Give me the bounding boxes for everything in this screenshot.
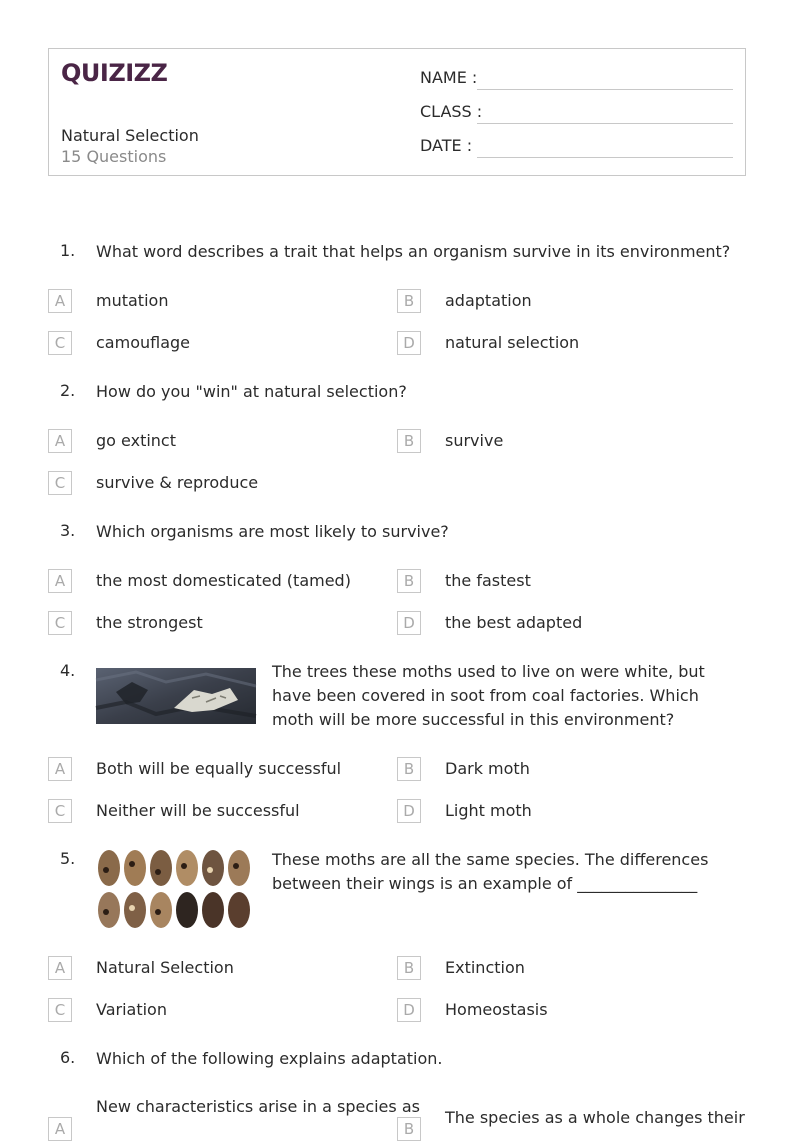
option-text: adaptation bbox=[445, 291, 532, 310]
option-letter-box: A bbox=[48, 429, 72, 453]
name-line bbox=[477, 89, 733, 90]
option-text: New characteristics arise in a species as bbox=[96, 1097, 420, 1116]
question-text: Which organisms are most likely to survive? bbox=[96, 522, 449, 541]
option-text: Homeostasis bbox=[445, 1000, 548, 1019]
option-letter-box: D bbox=[397, 998, 421, 1022]
option-letter-box: C bbox=[48, 471, 72, 495]
option-letter-box: D bbox=[397, 799, 421, 823]
option-text: Extinction bbox=[445, 958, 525, 977]
option-letter-box: D bbox=[397, 611, 421, 635]
option-text: natural selection bbox=[445, 333, 580, 352]
option-letter-box: B bbox=[397, 1117, 421, 1141]
question-number: 3. bbox=[60, 521, 76, 540]
option-letter-box: B bbox=[397, 569, 421, 593]
option-text: the most domesticated (tamed) bbox=[96, 571, 351, 590]
option-letter-box: A bbox=[48, 757, 72, 781]
option-letter-box: B bbox=[397, 956, 421, 980]
name-label: NAME : bbox=[420, 68, 478, 87]
quizizz-logo: QUIZIZZ bbox=[61, 59, 168, 87]
option-text: The species as a whole changes their bbox=[445, 1108, 745, 1127]
question-text: What word describes a trait that helps an organism survive in its environment? bbox=[96, 242, 731, 261]
option-text: the best adapted bbox=[445, 613, 583, 632]
option-text: Both will be equally successful bbox=[96, 759, 342, 778]
option-text: the fastest bbox=[445, 571, 531, 590]
option-text: Dark moth bbox=[445, 759, 530, 778]
option-letter-box: D bbox=[397, 331, 421, 355]
question-count: 15 Questions bbox=[61, 147, 167, 166]
option-text: the strongest bbox=[96, 613, 203, 632]
option-text: mutation bbox=[96, 291, 169, 310]
option-letter-box: C bbox=[48, 799, 72, 823]
question-number: 1. bbox=[60, 241, 76, 260]
class-line bbox=[477, 123, 733, 124]
option-letter-box: A bbox=[48, 569, 72, 593]
peppered-moths-image bbox=[96, 668, 256, 724]
date-label: DATE : bbox=[420, 136, 473, 155]
option-letter-box: C bbox=[48, 331, 72, 355]
option-text: Natural Selection bbox=[96, 958, 234, 977]
option-letter-box: C bbox=[48, 611, 72, 635]
question-number: 6. bbox=[60, 1048, 76, 1067]
question-number: 4. bbox=[60, 661, 76, 680]
option-text: camouflage bbox=[96, 333, 190, 352]
question-text: The trees these moths used to live on were white, but have been covered in soot from coal factories. Which moth will be more successful in this environment? bbox=[272, 662, 705, 729]
option-letter-box: A bbox=[48, 956, 72, 980]
butterfly-variation-image bbox=[96, 848, 256, 932]
option-text: Light moth bbox=[445, 801, 532, 820]
worksheet-title: Natural Selection bbox=[61, 126, 199, 145]
question-text: Which of the following explains adaptation. bbox=[96, 1049, 443, 1068]
option-text: Neither will be successful bbox=[96, 801, 300, 820]
option-letter-box: A bbox=[48, 1117, 72, 1141]
question-text: These moths are all the same species. The differences between their wings is an example of _______________ bbox=[272, 850, 709, 893]
date-line bbox=[477, 157, 733, 158]
option-letter-box: C bbox=[48, 998, 72, 1022]
option-text: Variation bbox=[96, 1000, 167, 1019]
option-letter-box: A bbox=[48, 289, 72, 313]
class-label: CLASS : bbox=[420, 102, 483, 121]
worksheet-header bbox=[48, 48, 746, 176]
option-text: survive & reproduce bbox=[96, 473, 259, 492]
option-text: go extinct bbox=[96, 431, 176, 450]
question-number: 2. bbox=[60, 381, 76, 400]
option-letter-box: B bbox=[397, 757, 421, 781]
question-text: How do you "win" at natural selection? bbox=[96, 382, 407, 401]
option-letter-box: B bbox=[397, 429, 421, 453]
option-text: survive bbox=[445, 431, 504, 450]
option-letter-box: B bbox=[397, 289, 421, 313]
question-number: 5. bbox=[60, 849, 76, 868]
